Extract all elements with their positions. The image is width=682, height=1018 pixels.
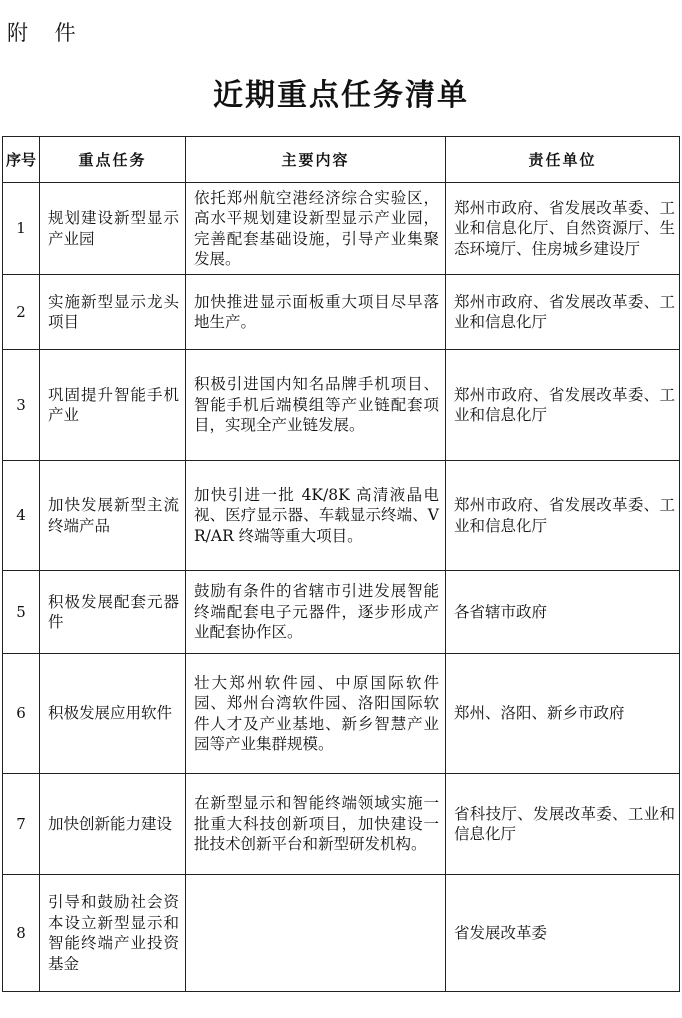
row-seq: 4	[3, 461, 40, 571]
row-task: 巩固提升智能手机产业	[48, 385, 179, 424]
page-title: 近期重点任务清单	[213, 78, 469, 113]
row-content: 壮大郑州软件园、中原国际软件园、郑州台湾软件园、洛阳国际软件人才及产业基地、新乡智慧产业园等产业集群规模。	[194, 673, 439, 753]
row-unit: 郑州市政府、省发展改革委、工业和信息化厅、自然资源厅、生态环境厅、住房城乡建设厅	[454, 198, 675, 258]
row-seq: 3	[3, 350, 40, 461]
table-row	[3, 571, 680, 654]
row-task: 积极发展配套元器件	[48, 592, 179, 631]
row-seq: 6	[3, 654, 40, 774]
row-content: 鼓励有条件的省辖市引进发展智能终端配套电子元器件，逐步形成产业配套协作区。	[194, 582, 439, 642]
row-content: 积极引进国内知名品牌手机项目、智能手机后端模组等产业链配套项目，实现全产业链发展。	[194, 375, 439, 435]
column-header-content: 主要内容	[186, 137, 446, 183]
row-unit: 郑州市政府、省发展改革委、工业和信息化厅	[454, 496, 675, 535]
row-unit: 郑州市政府、省发展改革委、工业和信息化厅	[454, 292, 675, 331]
table-row	[3, 183, 680, 275]
table-row	[3, 275, 680, 350]
column-header-task: 重点任务	[40, 137, 186, 183]
row-unit: 省科技厅、发展改革委、工业和信息化厅	[454, 804, 675, 843]
table-row	[3, 654, 680, 774]
row-unit: 省发展改革委	[454, 923, 548, 942]
row-task: 规划建设新型显示产业园	[48, 209, 179, 248]
row-seq: 5	[3, 571, 40, 654]
row-content: 依托郑州航空港经济综合实验区，高水平规划建设新型显示产业园，完善配套基础设施，引导产业集聚发展。	[194, 188, 439, 268]
row-content: 加快引进一批 4K/8K 高清液晶电视、医疗显示器、车载显示终端、VR/AR 终端等重大项目。	[194, 485, 439, 545]
row-task: 引导和鼓励社会资本设立新型显示和智能终端产业投资基金	[48, 893, 179, 973]
row-content: 在新型显示和智能终端领域实施一批重大科技创新项目，加快建设一批技术创新平台和新型研发机构。	[194, 794, 439, 854]
row-task: 积极发展应用软件	[48, 704, 173, 723]
row-task: 加快发展新型主流终端产品	[48, 496, 179, 535]
task-table	[2, 136, 680, 992]
row-seq: 7	[3, 774, 40, 875]
row-unit: 郑州市政府、省发展改革委、工业和信息化厅	[454, 385, 675, 424]
row-seq: 1	[3, 183, 40, 275]
table-row	[3, 774, 680, 875]
row-content: 加快推进显示面板重大项目尽早落地生产。	[194, 292, 439, 331]
row-seq: 2	[3, 275, 40, 350]
column-header-unit: 责任单位	[446, 137, 680, 183]
row-unit: 郑州、洛阳、新乡市政府	[454, 704, 625, 723]
table-header-row	[3, 137, 680, 183]
table-row	[3, 461, 680, 571]
row-seq: 8	[3, 875, 40, 992]
attachment-label: 附 件	[7, 21, 86, 45]
row-unit: 各省辖市政府	[454, 602, 548, 621]
column-header-seq: 序号	[3, 137, 40, 183]
table-row	[3, 350, 680, 461]
row-task: 加快创新能力建设	[48, 814, 173, 833]
row-task: 实施新型显示龙头项目	[48, 292, 179, 331]
table-row	[3, 875, 680, 992]
